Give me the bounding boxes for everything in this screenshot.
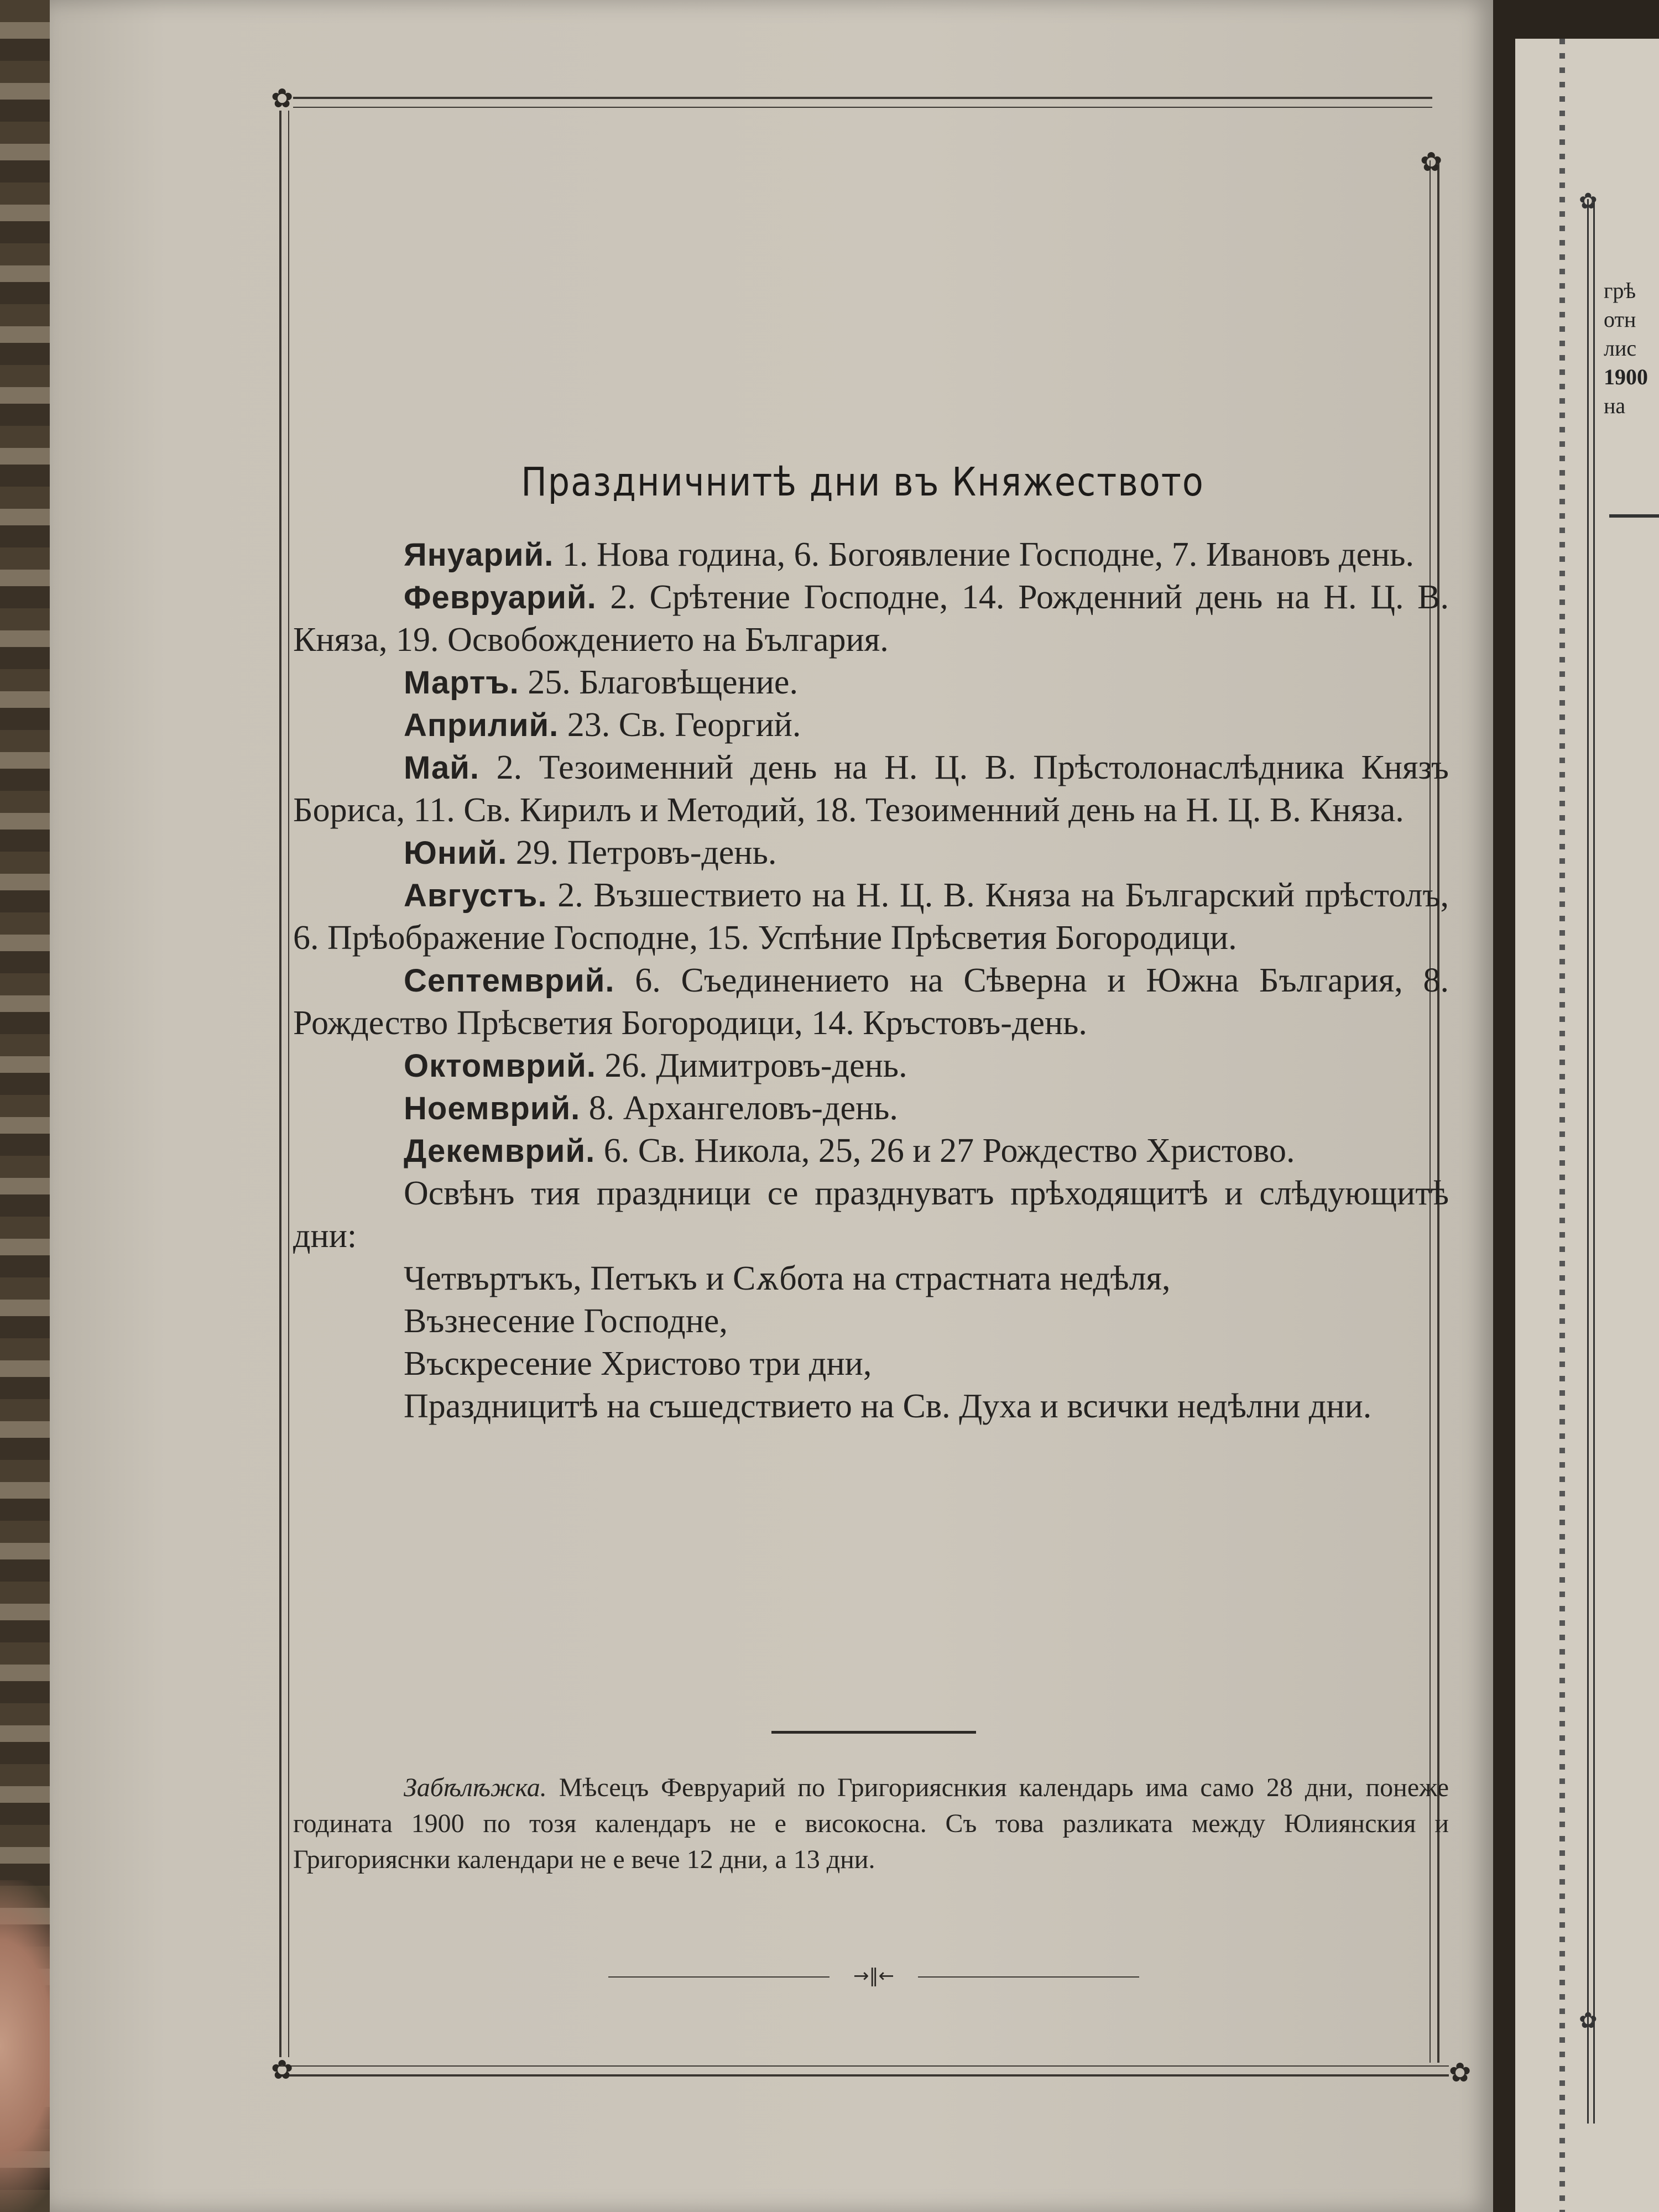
month-label: Септемврий. [404, 963, 615, 999]
holiday-entry [293, 1087, 1449, 1130]
besides-item: Четвъртъкъ, Петъкъ и Сѫбота на страстната недѣля, [404, 1260, 1171, 1297]
holiday-text: 23. Св. Георгий. [559, 706, 801, 744]
corner-ornament-icon: ✿ [1579, 189, 1598, 213]
footnote [293, 1770, 1449, 1877]
month-label: Ноемврий. [404, 1091, 581, 1126]
rule [1609, 514, 1659, 518]
fragment: отн [1604, 307, 1636, 332]
frame-top [293, 97, 1432, 108]
month-label: Февруарий. [404, 580, 597, 615]
ornament-line [918, 1976, 1139, 1978]
month-label: Мартъ. [404, 665, 519, 701]
holiday-text: 8. Архангеловъ-день. [580, 1089, 898, 1127]
ornament-icon: →‖← [853, 1965, 894, 1987]
corner-ornament-icon: ✿ [1449, 2058, 1472, 2088]
fragment: на [1604, 393, 1626, 418]
holiday-entry [293, 874, 1449, 959]
holiday-entry [293, 747, 1449, 832]
facing-page-frame [1587, 199, 1595, 2124]
month-label: Май. [404, 750, 480, 786]
holiday-text: 26. Димитровъ-день. [596, 1047, 907, 1084]
holiday-list [293, 534, 1449, 1428]
holiday-entry [293, 832, 1449, 874]
month-label: Юний. [404, 835, 508, 871]
holiday-entry [293, 661, 1449, 704]
month-label: Октомврий. [404, 1048, 596, 1084]
holiday-text: 6. Св. Никола, 25, 26 и 27 Рождество Христово. [595, 1132, 1295, 1170]
besides-item: Праздницитѣ на съшедствието на Св. Духа и всички недѣлни дни. [404, 1387, 1372, 1425]
month-label: Августъ. [404, 878, 547, 914]
month-label: Априлий. [404, 707, 559, 743]
facing-page-text [1604, 276, 1648, 420]
fragment: 1900 [1604, 364, 1648, 389]
frame-bottom [276, 2065, 1449, 2077]
besides-item: Възнесение Господне, [404, 1302, 728, 1340]
holiday-text: 1. Нова година, 6. Богоявление Господне, 7. Ивановъ день. [554, 536, 1415, 573]
separator-rule [771, 1731, 976, 1734]
holiday-entry [293, 704, 1449, 747]
dotted-edge [1559, 39, 1565, 2212]
frame-left [279, 111, 289, 2057]
holiday-text: 2. Възшествието на Н. Ц. В. Княза на Българский прѣстолъ, 6. Прѣображение Господне, 15. Успѣние Прѣсветия Богородици. [293, 877, 1449, 957]
footnote-text: Мѣсецъ Февруарий по Григорияснкия календарь има само 28 дни, понеже годината 1900 по тозя календаръ не е високосна. Съ това разликата между Юлиянския и Григорияснки календари не е вече 12 дни, а 13 дни. [293, 1773, 1449, 1874]
footnote-paragraph [293, 1770, 1449, 1877]
corner-ornament-icon: ✿ [271, 2056, 294, 2085]
corner-ornament-icon: ✿ [1420, 148, 1443, 177]
fragment: лис [1604, 336, 1637, 361]
holiday-text: 2. Тезоименний день на Н. Ц. В. Прѣстолонаслѣдника Князъ Бориса, 11. Св. Кирилъ и Методий, 18. Тезоименний день на Н. Ц. В. Княза. [293, 749, 1449, 829]
holiday-text: 2. Срѣтение Господне, 14. Рожденний день на Н. Ц. В. Княза, 19. Освобождението на България. [293, 578, 1449, 659]
fragment: грѣ [1604, 278, 1636, 303]
holiday-text: 6. Съединението на Сѣверна и Южна България, 8. Рождество Прѣсветия Богородици, 14. Кръстовъ-день. [293, 962, 1449, 1042]
besides-intro: Освѣнъ тия праздници се празднуватъ прѣходящитѣ и слѣдующитѣ дни: [293, 1175, 1449, 1255]
corner-ornament-icon: ✿ [271, 84, 294, 113]
holiday-entry [293, 1130, 1449, 1172]
month-label: Декемврий. [404, 1133, 596, 1169]
page-title: Праздничнитѣ дни въ Княжеството [521, 458, 1204, 505]
holiday-entry [293, 534, 1449, 576]
corner-ornament-icon: ✿ [1579, 2008, 1598, 2033]
ornament-line [608, 1976, 830, 1978]
facing-page [1515, 39, 1659, 2212]
holiday-text: 25. Благовѣщение. [519, 664, 798, 701]
holiday-entry [293, 576, 1449, 661]
holiday-entry [293, 1045, 1449, 1087]
besides-item: Въскресение Христово три дни, [404, 1345, 872, 1383]
holiday-entry [293, 959, 1449, 1045]
holiday-text: 29. Петровъ-день. [507, 834, 777, 872]
footnote-lead: Забѣлѣжка. [404, 1773, 547, 1802]
end-ornament [608, 1966, 1139, 1988]
month-label: Януарий. [404, 537, 554, 573]
